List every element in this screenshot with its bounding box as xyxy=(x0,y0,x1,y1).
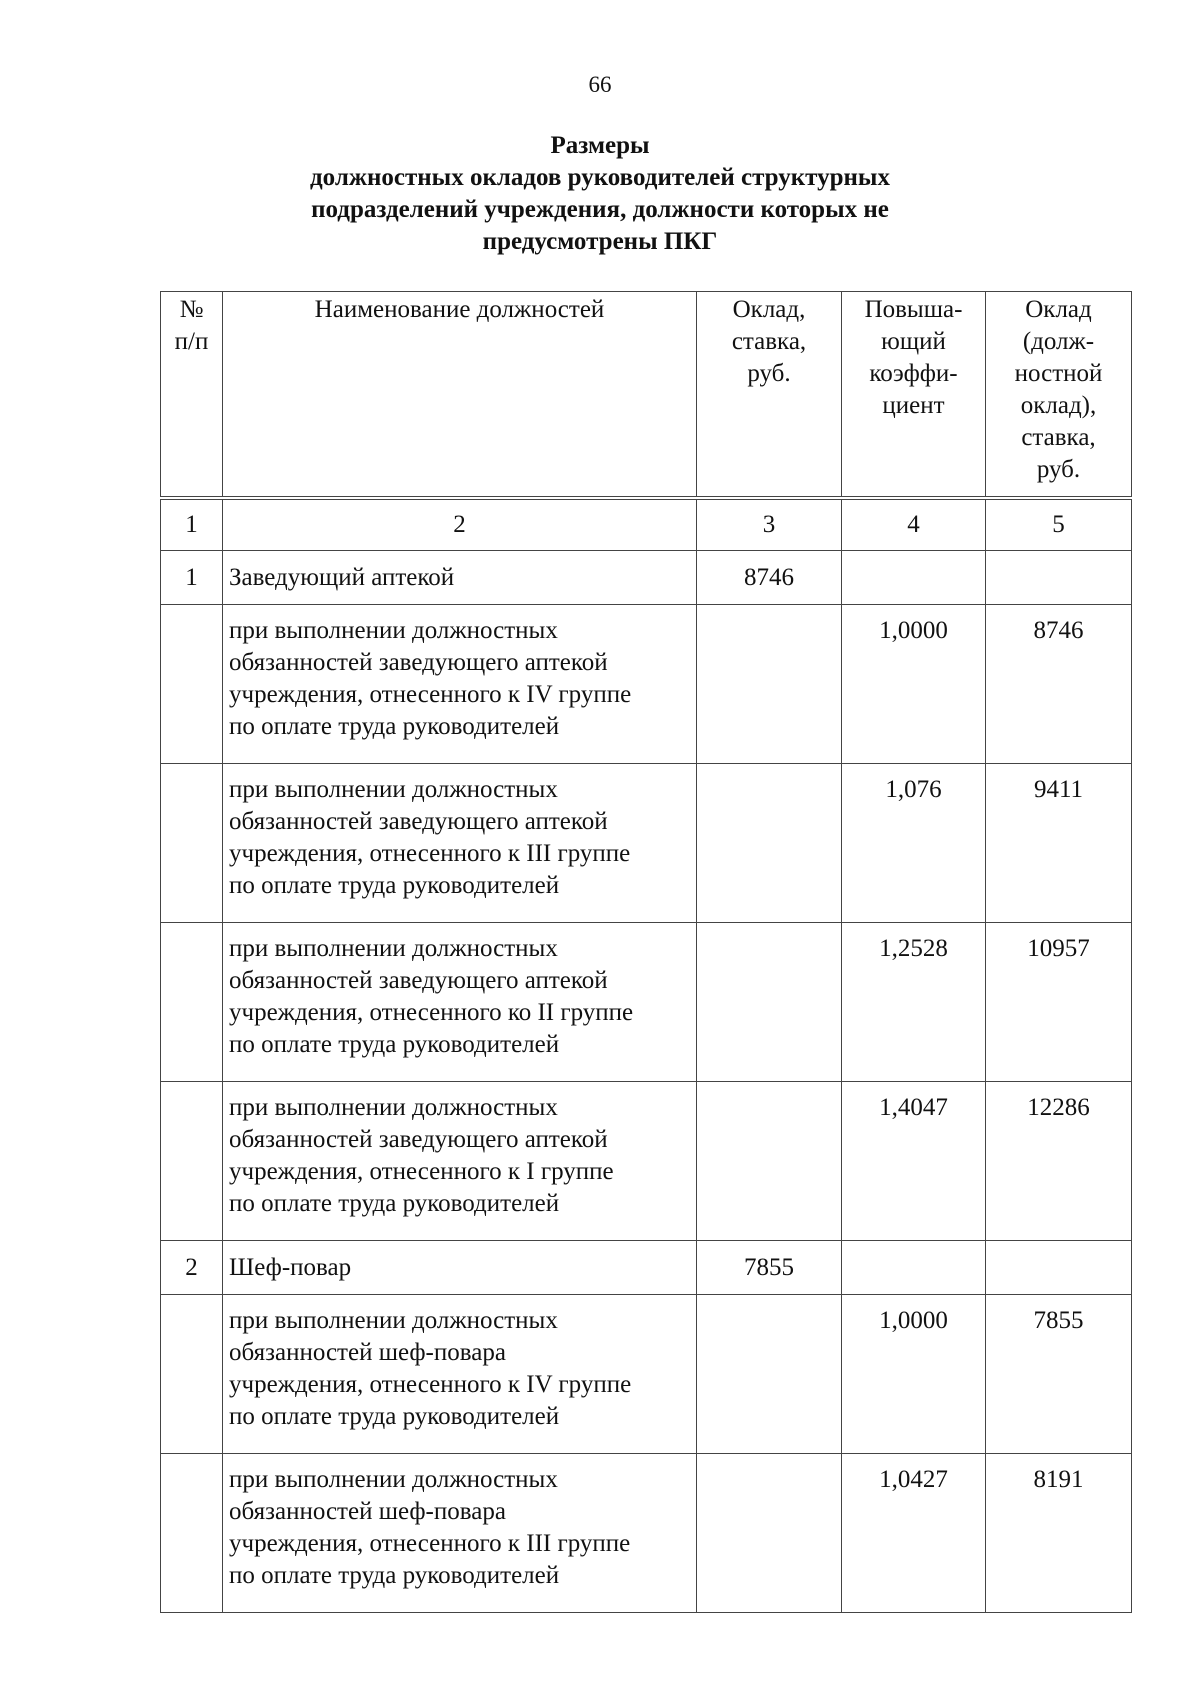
position-name-cell: Заведующий аптекой xyxy=(223,551,697,605)
row-number-cell: 2 xyxy=(161,1241,223,1295)
column-number: 2 xyxy=(223,498,697,551)
column-number: 1 xyxy=(161,498,223,551)
condition-text-line: обязанностей заведующего аптекой xyxy=(229,967,608,994)
title-line: подразделений учреждения, должности которых не xyxy=(311,196,889,223)
condition-text-line: по оплате труда руководителей xyxy=(229,1562,560,1589)
condition-text-line: при выполнении должностных xyxy=(229,617,558,644)
position-condition-cell xyxy=(223,923,697,1082)
condition-text-line: обязанностей заведующего аптекой xyxy=(229,1126,608,1153)
header-text: (долж- xyxy=(1022,328,1095,355)
row-number-cell: 1 xyxy=(161,551,223,605)
header-text: Наименование должностей xyxy=(314,296,605,323)
header-text: оклад), xyxy=(1020,392,1097,419)
title-line: должностных окладов руководителей структурных xyxy=(310,164,890,191)
title-line: Размеры xyxy=(550,132,650,159)
header-text: Оклад, xyxy=(732,296,806,323)
position-row xyxy=(161,551,1132,605)
sub-row xyxy=(161,1454,1132,1613)
position-condition-cell xyxy=(223,605,697,764)
title-line: предусмотрены ПКГ xyxy=(482,228,718,255)
condition-text-line: учреждения, отнесенного к III группе xyxy=(229,1530,631,1557)
coefficient-cell: 1,0427 xyxy=(842,1454,986,1613)
sub-row xyxy=(161,923,1132,1082)
header-salary xyxy=(697,292,842,499)
header-text: п/п xyxy=(174,328,209,355)
sub-row xyxy=(161,1295,1132,1454)
column-number: 4 xyxy=(842,498,986,551)
header-text: руб. xyxy=(747,360,791,387)
result-salary-cell: 8191 xyxy=(986,1454,1132,1613)
sub-row xyxy=(161,1082,1132,1241)
coefficient-cell xyxy=(842,1241,986,1295)
condition-text-line: обязанностей заведующего аптекой xyxy=(229,649,608,676)
header-result-salary xyxy=(986,292,1132,499)
coefficient-cell: 1,076 xyxy=(842,764,986,923)
result-salary-cell: 8746 xyxy=(986,605,1132,764)
result-salary-cell: 7855 xyxy=(986,1295,1132,1454)
header-text: Повыша- xyxy=(864,296,963,323)
salary-cell xyxy=(697,923,842,1082)
salary-cell: 8746 xyxy=(697,551,842,605)
condition-text-line: при выполнении должностных xyxy=(229,1466,558,1493)
condition-text-line: учреждения, отнесенного к III группе xyxy=(229,840,631,867)
position-condition-cell xyxy=(223,764,697,923)
position-condition-cell xyxy=(223,1082,697,1241)
coefficient-cell xyxy=(842,551,986,605)
result-salary-cell: 9411 xyxy=(986,764,1132,923)
coefficient-cell: 1,0000 xyxy=(842,605,986,764)
salary-cell xyxy=(697,1082,842,1241)
condition-text-line: при выполнении должностных xyxy=(229,1094,558,1121)
header-text: руб. xyxy=(1036,456,1081,483)
header-text: Оклад xyxy=(1025,296,1092,323)
header-coefficient xyxy=(842,292,986,499)
salary-cell: 7855 xyxy=(697,1241,842,1295)
condition-text-line: учреждения, отнесенного к IV группе xyxy=(229,1371,632,1398)
position-row xyxy=(161,1241,1132,1295)
result-salary-cell: 12286 xyxy=(986,1082,1132,1241)
position-condition-cell xyxy=(223,1295,697,1454)
header-num xyxy=(161,292,223,499)
header-text: № xyxy=(179,296,204,323)
header-text: коэффи- xyxy=(869,360,958,387)
row-number-cell xyxy=(161,1082,223,1241)
condition-text-line: по оплате труда руководителей xyxy=(229,713,560,740)
salary-cell xyxy=(697,1454,842,1613)
condition-text-line: обязанностей заведующего аптекой xyxy=(229,808,608,835)
row-number-cell xyxy=(161,605,223,764)
header-text: циент xyxy=(882,392,945,419)
header-text: ставка, xyxy=(731,328,807,355)
condition-text-line: при выполнении должностных xyxy=(229,776,558,803)
salary-cell xyxy=(697,605,842,764)
document-title xyxy=(0,130,1200,258)
condition-text-line: по оплате труда руководителей xyxy=(229,1403,560,1430)
coefficient-cell: 1,0000 xyxy=(842,1295,986,1454)
condition-text-line: по оплате труда руководителей xyxy=(229,1031,560,1058)
condition-text-line: учреждения, отнесенного ко II группе xyxy=(229,999,634,1026)
salary-cell xyxy=(697,1295,842,1454)
header-text: ющий xyxy=(881,328,946,355)
column-number: 5 xyxy=(986,498,1132,551)
sub-row xyxy=(161,605,1132,764)
header-name xyxy=(223,292,697,499)
row-number-cell xyxy=(161,1454,223,1613)
salary-table xyxy=(160,291,1132,1613)
condition-text-line: обязанностей шеф-повара xyxy=(229,1498,506,1525)
condition-text-line: по оплате труда руководителей xyxy=(229,1190,560,1217)
result-salary-cell xyxy=(986,551,1132,605)
header-text: ставка, xyxy=(1021,424,1096,451)
result-salary-cell xyxy=(986,1241,1132,1295)
row-number-cell xyxy=(161,923,223,1082)
position-condition-cell xyxy=(223,1454,697,1613)
row-number-cell xyxy=(161,1295,223,1454)
condition-text-line: обязанностей шеф-повара xyxy=(229,1339,506,1366)
position-name-cell: Шеф-повар xyxy=(223,1241,697,1295)
row-number-cell xyxy=(161,764,223,923)
condition-text-line: по оплате труда руководителей xyxy=(229,872,560,899)
condition-text-line: учреждения, отнесенного к IV группе xyxy=(229,681,632,708)
table-header-row xyxy=(161,292,1132,499)
header-text: ностной xyxy=(1014,360,1103,387)
page-number: 66 xyxy=(588,72,612,97)
sub-row xyxy=(161,764,1132,923)
result-salary-cell: 10957 xyxy=(986,923,1132,1082)
condition-text-line: при выполнении должностных xyxy=(229,935,558,962)
coefficient-cell: 1,2528 xyxy=(842,923,986,1082)
column-number: 3 xyxy=(697,498,842,551)
column-number-row xyxy=(161,498,1132,551)
condition-text-line: при выполнении должностных xyxy=(229,1307,558,1334)
condition-text-line: учреждения, отнесенного к I группе xyxy=(229,1158,614,1185)
coefficient-cell: 1,4047 xyxy=(842,1082,986,1241)
salary-cell xyxy=(697,764,842,923)
